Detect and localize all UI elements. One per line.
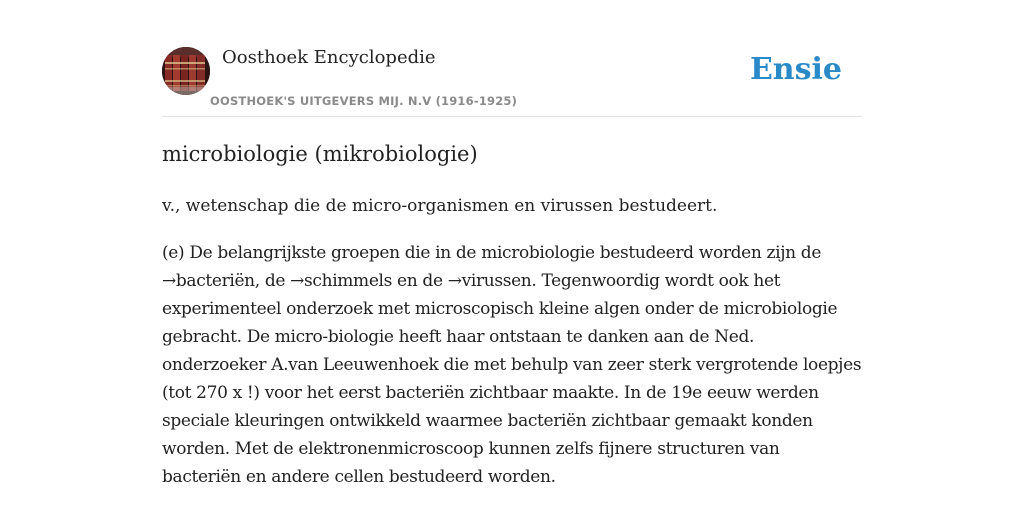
source-header [162,0,862,117]
entry-definition: v., wetenschap die de micro-organismen en virussen bestudeert. [162,196,718,216]
entry-title: microbiologie (mikrobiologie) [162,142,478,166]
link-schimmels[interactable]: →schimmels [290,271,392,291]
link-bacterien[interactable]: →bacteriën [162,271,255,291]
entry-body [162,239,862,491]
body-text-segment: . Tegenwoordig wordt ook het experimenteel onderzoek met microscopisch kleine algen onder de microbiologie gebracht. De micro-biologie heeft haar ontstaan te danken aan de Ned. onderzoeker A.van Leeuwenhoek die met behulp van zeer sterk vergrotende loepjes (tot 270 x !) voor het eerst bacteriën zichtbaar maakte. In de 19e eeuw werden speciale kleuringen ontwikkeld waarmee bacteriën zichtbaar gemaakt konden worden. Met de elektronenmicroscoop kunnen zelfs fijnere structuren van bacteriën en andere cellen bestudeerd worden. [162,271,862,487]
body-text-segment: , de [254,271,291,291]
source-name[interactable]: Oosthoek Encyclopedie [222,47,436,68]
link-virussen[interactable]: →virussen [447,271,532,291]
page [162,0,862,512]
ensie-logo-link[interactable]: Ensie [749,52,842,87]
body-text-segment: (e) De belangrijkste groepen die in de microbiologie bestudeerd worden zijn de [162,243,822,263]
book-spines-icon [162,47,210,95]
source-publisher: OOSTHOEK'S UITGEVERS MIJ. N.V (1916-1925) [210,94,518,108]
source-avatar[interactable] [162,47,210,95]
body-text-segment: en de [392,271,448,291]
